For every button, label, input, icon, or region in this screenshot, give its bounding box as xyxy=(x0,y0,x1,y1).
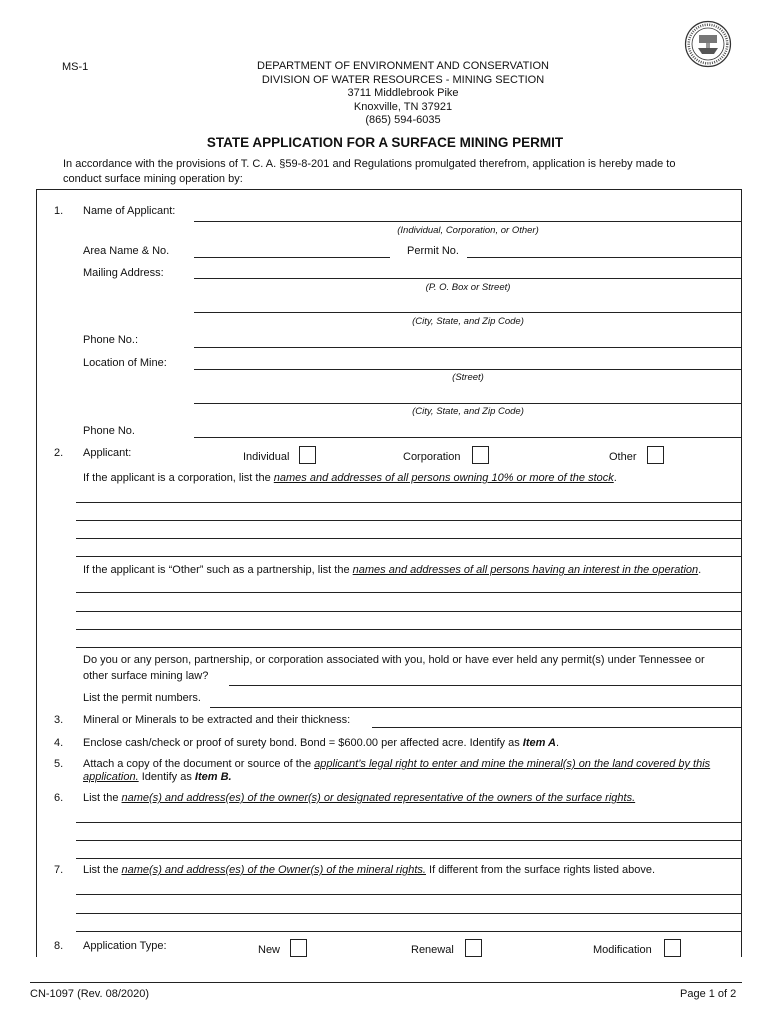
mailing-city-field[interactable] xyxy=(194,312,742,313)
modification-checkbox[interactable] xyxy=(664,939,681,957)
permit-no-field[interactable] xyxy=(467,257,742,258)
corporation-entry-line[interactable] xyxy=(76,520,742,521)
individual-checkbox[interactable] xyxy=(299,446,316,464)
phone-label: Phone No.: xyxy=(83,334,139,346)
agency-line: 3711 Middlebrook Pike xyxy=(347,87,459,99)
mailing-address-label: Mailing Address: xyxy=(83,267,164,279)
item-number: 5. xyxy=(54,758,64,770)
other-label: Other xyxy=(609,451,637,463)
item-number: 7. xyxy=(54,864,64,876)
location-of-mine-label: Location of Mine: xyxy=(83,357,167,369)
item-number: 6. xyxy=(54,792,64,804)
renewal-checkbox[interactable] xyxy=(465,939,482,957)
form-id: CN-1097 (Rev. 08/2020) xyxy=(30,988,150,1000)
surface-owner-entry-line[interactable] xyxy=(76,840,742,841)
agency-line: DEPARTMENT OF ENVIRONMENT AND CONSERVATION xyxy=(257,60,549,72)
other-entry-line[interactable] xyxy=(76,629,742,630)
other-entry-line[interactable] xyxy=(76,611,742,612)
phone-label: Phone No. xyxy=(83,425,135,437)
permit-answer-field[interactable] xyxy=(229,685,742,686)
po-box-hint: (P. O. Box or Street) xyxy=(425,282,511,293)
legal-right-instruction: application. Identify as Item B. xyxy=(83,771,232,783)
city-state-zip-hint: (City, State, and Zip Code) xyxy=(412,316,524,327)
form-code: MS-1 xyxy=(62,61,89,73)
area-name-field[interactable] xyxy=(194,257,390,258)
agency-line: Knoxville, TN 37921 xyxy=(353,100,453,113)
corporation-entry-line[interactable] xyxy=(76,556,742,557)
surface-owner-entry-line[interactable] xyxy=(76,858,742,859)
name-of-applicant-field[interactable] xyxy=(194,221,742,222)
city-state-zip-hint: (City, State, and Zip Code) xyxy=(412,406,524,417)
name-of-applicant-label: Name of Applicant: xyxy=(83,205,176,217)
mineral-owner-entry-line[interactable] xyxy=(76,913,742,914)
applicant-type-label: Applicant: xyxy=(83,447,132,459)
form-frame-left xyxy=(36,189,37,957)
item-number: 1. xyxy=(54,205,64,217)
surface-owner-entry-line[interactable] xyxy=(76,822,742,823)
location-city-field[interactable] xyxy=(194,403,742,404)
mailing-address-field[interactable] xyxy=(194,278,742,279)
agency-block xyxy=(218,60,588,128)
item-number: 3. xyxy=(54,714,64,726)
street-hint: (Street) xyxy=(452,372,484,383)
item-number: 4. xyxy=(54,737,64,749)
area-name-label: Area Name & No. xyxy=(83,245,170,257)
form-frame-top xyxy=(36,189,742,190)
other-checkbox[interactable] xyxy=(647,446,664,464)
minerals-label: Mineral or Minerals to be extracted and their thickness: xyxy=(83,714,351,726)
surface-owner-instruction: List the name(s) and address(es) of the owner(s) or designated representative of the owners of the surface rights. xyxy=(83,792,636,804)
name-hint: (Individual, Corporation, or Other) xyxy=(397,225,539,236)
corporation-entry-line[interactable] xyxy=(76,502,742,503)
permit-question: other surface mining law? xyxy=(83,670,209,682)
permit-question: Do you or any person, partnership, or corporation associated with you, hold or have ever held any permit(s) under Tennessee or xyxy=(83,654,705,666)
corporation-label: Corporation xyxy=(403,451,461,463)
minerals-field[interactable] xyxy=(372,727,742,728)
new-checkbox[interactable] xyxy=(290,939,307,957)
location-street-field[interactable] xyxy=(194,369,742,370)
bond-instruction: Enclose cash/check or proof of surety bond. Bond = $600.00 per affected acre. Identify as Item A. xyxy=(83,737,560,749)
intro-line: conduct surface mining operation by: xyxy=(63,173,243,185)
mine-phone-field[interactable] xyxy=(194,437,742,438)
page-number: Page 1 of 2 xyxy=(680,988,737,1000)
permit-no-label: Permit No. xyxy=(407,245,459,257)
permit-numbers-label: List the permit numbers. xyxy=(83,692,201,704)
modification-label: Modification xyxy=(593,944,652,956)
agency-line: DIVISION OF WATER RESOURCES - MINING SECTION xyxy=(261,73,545,86)
item-number: 2. xyxy=(54,447,64,459)
application-type-label: Application Type: xyxy=(83,940,167,952)
new-label: New xyxy=(258,944,281,956)
form-frame-right xyxy=(741,189,742,957)
corporation-instruction: If the applicant is a corporation, list the names and addresses of all persons owning 10% or more of the stock. xyxy=(83,472,617,484)
corporation-entry-line[interactable] xyxy=(76,538,742,539)
page-title: STATE APPLICATION FOR A SURFACE MINING PERMIT xyxy=(206,135,564,150)
legal-right-instruction: Attach a copy of the document or source of the applicant’s legal right to enter and mine the mineral(s) on the land covered by this xyxy=(83,758,711,770)
mineral-owner-instruction: List the name(s) and address(es) of the Owner(s) of the mineral rights. If different from the surface rights listed above. xyxy=(83,864,656,876)
renewal-label: Renewal xyxy=(411,944,454,956)
other-instruction: If the applicant is “Other” such as a partnership, list the names and addresses of all persons having an interest in the operation. xyxy=(83,564,702,576)
intro-line: In accordance with the provisions of T. C. A. §59-8-201 and Regulations promulgated therefrom, application is hereby made to xyxy=(63,158,676,170)
state-seal-icon xyxy=(684,20,732,68)
footer-rule xyxy=(30,982,742,983)
mineral-owner-entry-line[interactable] xyxy=(76,931,742,932)
mineral-owner-entry-line[interactable] xyxy=(76,894,742,895)
corporation-checkbox[interactable] xyxy=(472,446,489,464)
phone-field[interactable] xyxy=(194,347,742,348)
other-entry-line[interactable] xyxy=(76,592,742,593)
item-number: 8. xyxy=(54,940,64,952)
other-entry-line[interactable] xyxy=(76,647,742,648)
agency-line: (865) 594-6035 xyxy=(365,114,441,126)
individual-label: Individual xyxy=(243,451,290,463)
permit-numbers-field[interactable] xyxy=(210,707,742,708)
